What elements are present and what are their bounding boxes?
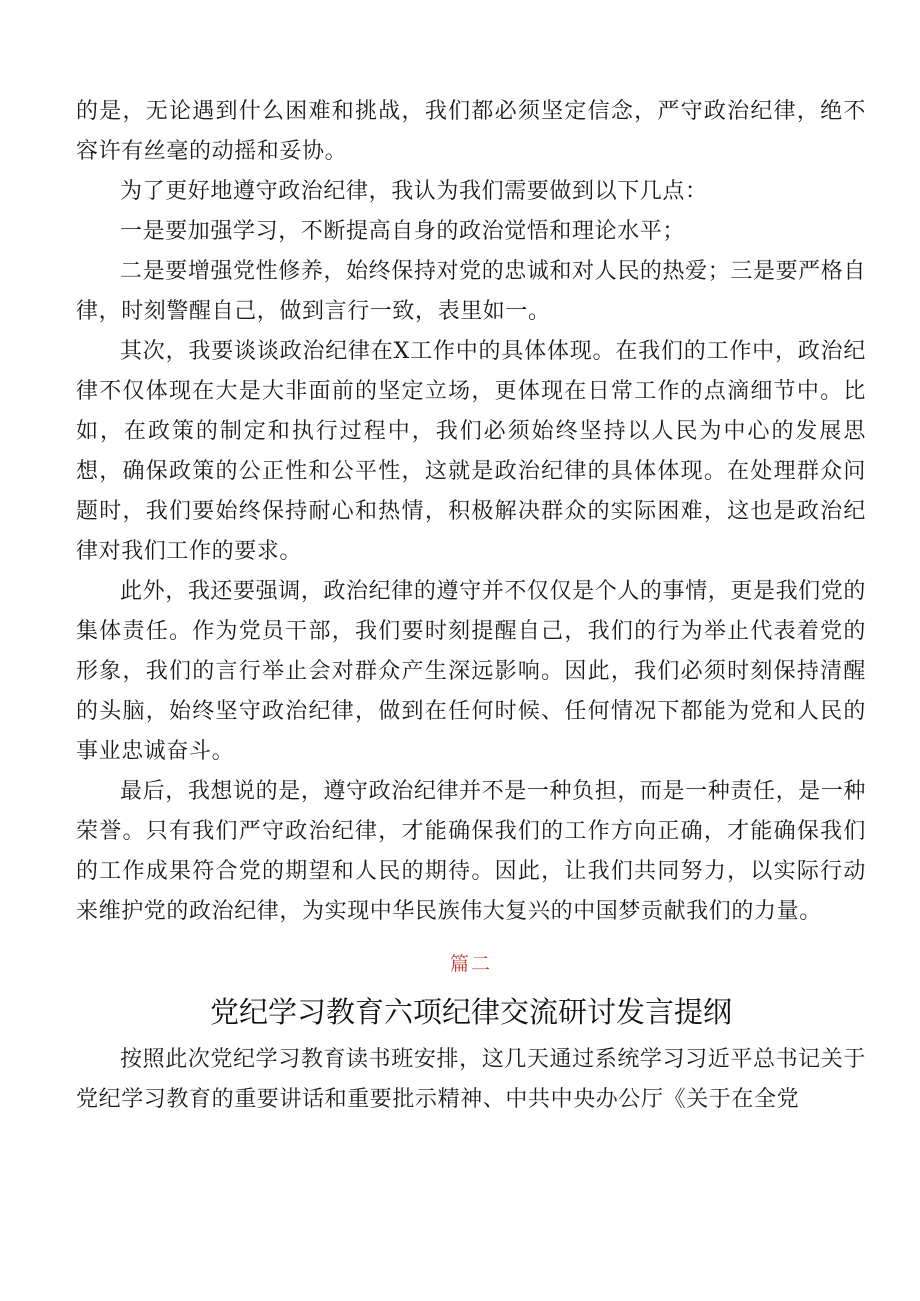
body-paragraph: 此外，我还要强调，政治纪律的遵守并不仅仅是个人的事情，更是我们党的集体责任。作为党员干部，我们要时刻提醒自己，我们的行为举止代表着党的形象，我们的言行举止会对群众产生深远影响。因此，我们必须时刻保持清醒的头脑，始终坚守政治纪律，做到在任何时候、任何情况下都能为党和人民的事业忠诚奋斗。 <box>76 579 866 764</box>
body-paragraph: 按照此次党纪学习教育读书班安排，这几天通过系统学习习近平总书记关于党纪学习教育的重要讲话和重要批示精神、中共中央办公厅《关于在全党 <box>76 1047 866 1112</box>
body-paragraph: 最后，我想说的是，遵守政治纪律并不是一种负担，而是一种责任，是一种荣誉。只有我们严守政治纪律，才能确保我们的工作方向正确，才能确保我们的工作成果符合党的期望和人民的期待。因此，让我们共同努力，以实际行动来维护党的政治纪律，为实现中华民族伟大复兴的中国梦贡献我们的力量。 <box>76 779 866 924</box>
document-title: 党纪学习教育六项纪律交流研讨发言提纲 <box>209 995 732 1029</box>
body-paragraph: 二是要增强党性修养，始终保持对党的忠诚和对人民的热爱；三是要严格自律，时刻警醒自己，做到言行一致，表里如一。 <box>76 259 866 324</box>
body-paragraph: 为了更好地遵守政治纪律，我认为我们需要做到以下几点： <box>120 179 708 204</box>
body-paragraph: 其次，我要谈谈政治纪律在X工作中的具体体现。在我们的工作中，政治纪律不仅体现在大是大非面前的坚定立场，更体现在日常工作的点滴细节中。比如，在政策的制定和执行过程中，我们必须始终坚持以人民为中心的发展思想，确保政策的公正性和公平性，这就是政治纪律的具体体现。在处理群众问题时，我们要始终保持耐心和热情，积极解决群众的实际困难，这也是政治纪律对我们工作的要求。 <box>76 339 866 564</box>
body-paragraph: 的是，无论遇到什么困难和挑战，我们都必须坚定信念，严守政治纪律，绝不容许有丝毫的动摇和妥协。 <box>76 99 866 164</box>
body-part-2 <box>76 1040 866 1120</box>
document-body <box>76 92 866 1120</box>
section-label: 篇二 <box>449 953 492 975</box>
body-part-1 <box>76 92 866 932</box>
body-paragraph: 一是要加强学习，不断提高自身的政治觉悟和理论水平； <box>120 219 686 244</box>
